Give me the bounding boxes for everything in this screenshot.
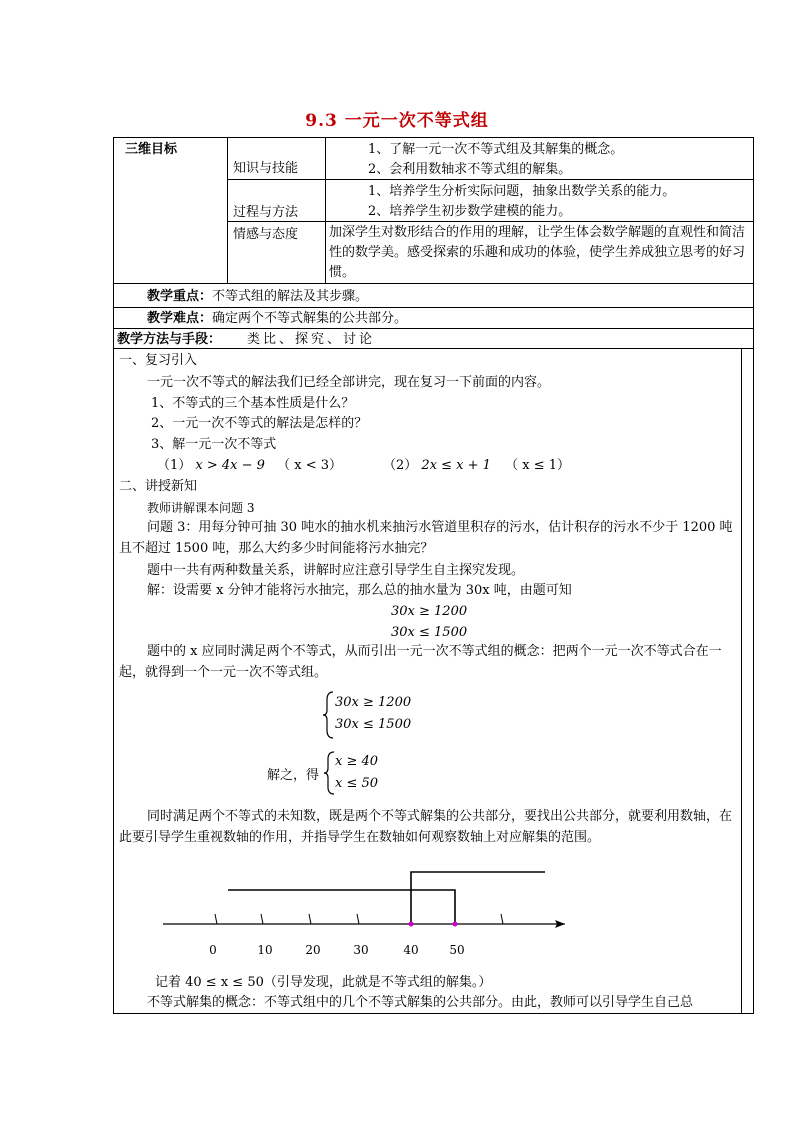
solve-label: 解之，得 bbox=[267, 768, 320, 783]
emotion-text: 加深学生对数形结合的作用的理解，让学生体会数学解题的直观性和简洁性的数学美。感受探索的乐趣和成功的体验，使学生养成独立思考的好习惯。 bbox=[329, 225, 746, 280]
inequality-number: （1） bbox=[157, 458, 192, 473]
equation: 30x ≤ 1500 bbox=[391, 625, 468, 640]
paragraph: 题中一共有两种数量关系，讲解时应注意引导学生自主探究发现。 bbox=[147, 563, 525, 578]
methods-label: 教学方法与手段： bbox=[117, 332, 222, 347]
process-label: 过程与方法 bbox=[233, 205, 299, 220]
inequality-answer: （ x < 3） bbox=[277, 458, 342, 473]
knowledge-label: 知识与技能 bbox=[233, 161, 299, 176]
equation: 30x ≥ 1200 bbox=[391, 604, 468, 619]
key-point-label: 教学重点： bbox=[147, 289, 213, 304]
section-heading: 一、复习引入 bbox=[119, 353, 198, 368]
numberline-paragraph: 同时满足两个不等式的未知数，既是两个不等式解集的公共部分，要找出公共部分，就要利用数轴，在此要引导学生重视数轴的作用，并指导学生在数轴如何观察数轴上对应解集的范围。 bbox=[119, 809, 733, 845]
system-equation: 30x ≥ 1200 bbox=[335, 695, 412, 710]
review-question: 1、不等式的三个基本性质是什么？ bbox=[151, 396, 355, 411]
process-item: 1、培养学生分析实际问题，抽象出数学关系的能力。 bbox=[368, 184, 676, 199]
methods-text: 类比、探究、讨论 bbox=[247, 332, 376, 347]
review-question: 2、一元一次不等式的解法是怎样的？ bbox=[151, 416, 368, 431]
emotion-label: 情感与态度 bbox=[233, 227, 299, 242]
difficulty-label: 教学难点： bbox=[147, 311, 213, 326]
paragraph: 不等式解集的概念：不等式组中的几个不等式解集的公共部分。由此，教师可以引导学生自己总 bbox=[147, 995, 694, 1010]
knowledge-item: 1、了解一元一次不等式组及其解集的概念。 bbox=[368, 142, 624, 157]
endpoint-40 bbox=[409, 922, 414, 927]
key-point-text: 不等式组的解法及其步骤。 bbox=[212, 289, 369, 304]
lesson-plan-table bbox=[113, 137, 754, 1014]
endpoint-50 bbox=[453, 922, 458, 927]
review-question: 3、解一元一次不等式 bbox=[151, 437, 277, 452]
tick-label: 10 bbox=[257, 943, 273, 957]
tick-label: 50 bbox=[449, 943, 465, 957]
tick-label: 40 bbox=[403, 943, 419, 957]
concept-paragraph: 题中的 x 应同时满足两个不等式，从而引出一元一次不等式组的概念：把两个一元一次不等式合在一起，就得到一个一元一次不等式组。 bbox=[119, 644, 722, 680]
process-item: 2、培养学生初步数学建模的能力。 bbox=[368, 204, 572, 219]
result-inequality: x ≤ 50 bbox=[335, 776, 379, 791]
paragraph: 教师讲解课本问题 3 bbox=[147, 501, 255, 515]
knowledge-item: 2、会利用数轴求不等式组的解集。 bbox=[368, 162, 572, 177]
record-text: 记着 40 ≤ x ≤ 50（引导发现，此就是不等式组的解集。） bbox=[155, 975, 492, 990]
tick-label: 30 bbox=[353, 943, 369, 957]
result-inequality: x ≥ 40 bbox=[335, 754, 379, 769]
system-equation: 30x ≤ 1500 bbox=[335, 717, 412, 732]
inequality: 2x ≤ x + 1 bbox=[421, 458, 491, 473]
number-line bbox=[153, 862, 583, 972]
paragraph: 一元一次不等式的解法我们已经全部讲完，现在复习一下前面的内容。 bbox=[147, 375, 551, 390]
inequality: x > 4x − 9 bbox=[195, 458, 265, 473]
tick-label: 0 bbox=[209, 943, 217, 957]
goals-header: 三维目标 bbox=[125, 142, 178, 157]
solution-text: 解：设需要 x 分钟才能将污水抽完，那么总的抽水量为 30x 吨，由题可知 bbox=[147, 583, 572, 598]
tick-label: 20 bbox=[305, 943, 321, 957]
problem-text: 问题 3：用每分钟可抽 30 吨水的抽水机来抽污水管道里积存的污水，估计积存的污水不少于 1200 吨且不超过 1500 吨，那么大约多少时间能将污水抽完？ bbox=[119, 520, 733, 556]
section-heading: 二、讲授新知 bbox=[119, 479, 198, 494]
difficulty-text: 确定两个不等式解集的公共部分。 bbox=[212, 311, 408, 326]
inequality-number: （2） bbox=[383, 458, 418, 473]
page-title: 9.3 一元一次不等式组 bbox=[305, 111, 489, 131]
inequality-answer: （ x ≤ 1） bbox=[505, 458, 570, 473]
